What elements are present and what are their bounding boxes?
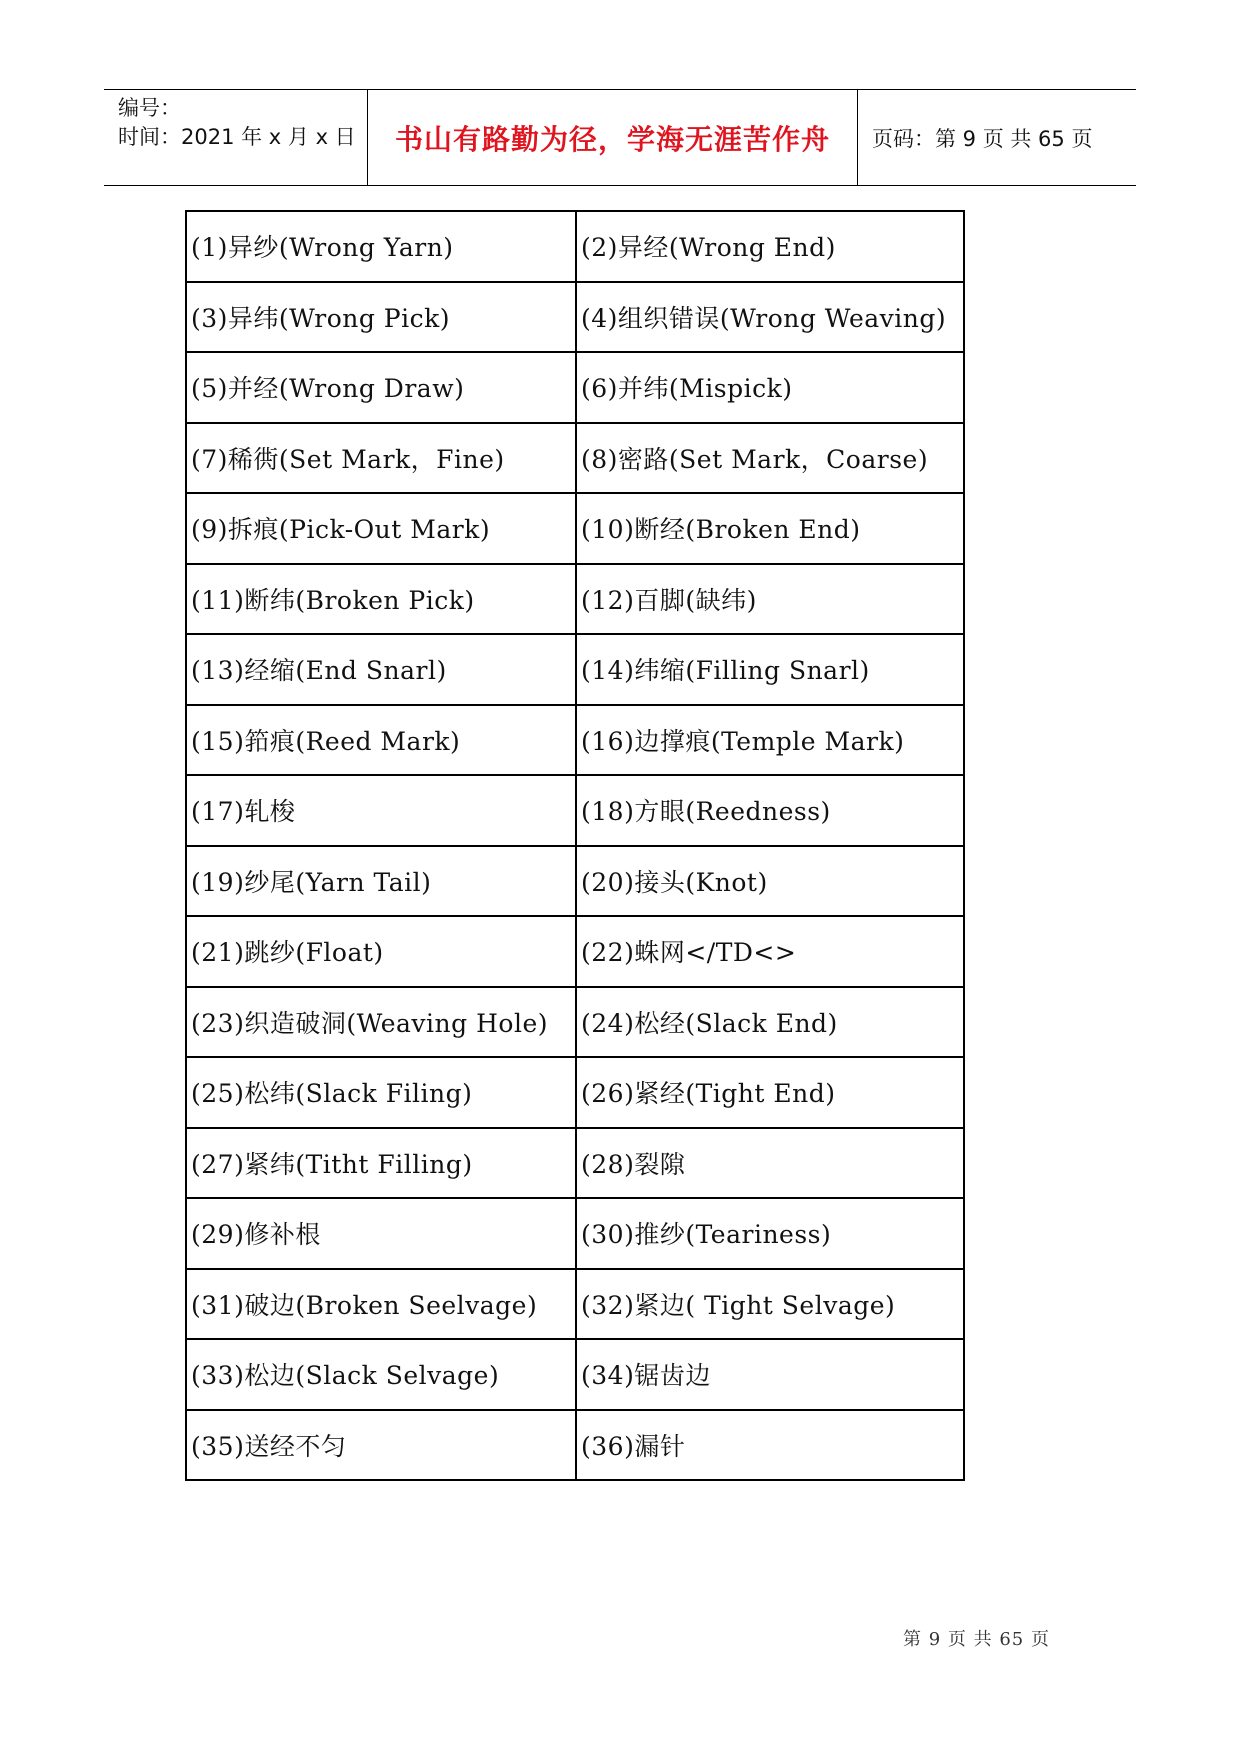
table-row: [186, 705, 964, 776]
term-cell: (16)边撑痕(Temple Mark): [576, 705, 964, 776]
term-cell: (6)并纬(Mispick): [576, 352, 964, 423]
header-motto: 书山有路勤为径，学海无涯苦作舟: [394, 122, 830, 156]
term-cell: (14)纬缩(Filling Snarl): [576, 634, 964, 705]
term-cell: (21)跳纱(Float): [186, 916, 576, 987]
term-cell: (20)接头(Knot): [576, 846, 964, 917]
term-cell: (15)筘痕(Reed Mark): [186, 705, 576, 776]
defect-terms-table: [185, 210, 965, 1481]
table-row: [186, 423, 964, 494]
term-cell: (4)组织错误(Wrong Weaving): [576, 282, 964, 353]
header-page-cell: [858, 90, 1136, 185]
table-row: [186, 564, 964, 635]
table-row: [186, 493, 964, 564]
term-cell: (18)方眼(Reedness): [576, 775, 964, 846]
term-cell: (25)松纬(Slack Filing): [186, 1057, 576, 1128]
term-cell: (1)异纱(Wrong Yarn): [186, 211, 576, 282]
table-row: [186, 1269, 964, 1340]
term-cell: (3)异纬(Wrong Pick): [186, 282, 576, 353]
table-row: [186, 1128, 964, 1199]
table-row: [186, 1410, 964, 1481]
term-cell: (9)拆痕(Pick-Out Mark): [186, 493, 576, 564]
page-header: [104, 89, 1136, 186]
header-motto-cell: [368, 90, 858, 185]
table-row: [186, 282, 964, 353]
term-cell: (5)并经(Wrong Draw): [186, 352, 576, 423]
table-row: [186, 987, 964, 1058]
term-cell: (35)送经不匀: [186, 1410, 576, 1481]
term-cell: (31)破边(Broken Seelvage): [186, 1269, 576, 1340]
table-row: [186, 846, 964, 917]
term-cell: (30)推纱(Teariness): [576, 1198, 964, 1269]
term-cell: (23)织造破洞(Weaving Hole): [186, 987, 576, 1058]
table-row: [186, 1198, 964, 1269]
term-cell: (28)裂隙: [576, 1128, 964, 1199]
term-cell: (10)断经(Broken End): [576, 493, 964, 564]
term-cell: (34)锯齿边: [576, 1339, 964, 1410]
document-number-label: 编号：: [118, 96, 181, 120]
term-cell: (33)松边(Slack Selvage): [186, 1339, 576, 1410]
term-cell: (29)修补根: [186, 1198, 576, 1269]
table-row: [186, 634, 964, 705]
header-meta: [104, 90, 368, 185]
term-cell: (2)异经(Wrong End): [576, 211, 964, 282]
term-cell: (32)紧边( Tight Selvage): [576, 1269, 964, 1340]
table-row: [186, 916, 964, 987]
term-cell: (27)紧纬(Titht Filling): [186, 1128, 576, 1199]
term-cell: (12)百脚(缺纬): [576, 564, 964, 635]
table-row: [186, 1057, 964, 1128]
table-row: [186, 775, 964, 846]
term-cell: (36)漏针: [576, 1410, 964, 1481]
term-cell: (8)密路(Set Mark，Coarse): [576, 423, 964, 494]
term-cell: (19)纱尾(Yarn Tail): [186, 846, 576, 917]
document-time-label: 时间：2021 年 x 月 x 日: [118, 125, 356, 149]
table-row: [186, 1339, 964, 1410]
term-cell: (24)松经(Slack End): [576, 987, 964, 1058]
term-cell: (7)稀衖(Set Mark，Fine): [186, 423, 576, 494]
table-row: [186, 211, 964, 282]
term-cell: (22)蛛网</TD<>: [576, 916, 964, 987]
term-cell: (26)紧经(Tight End): [576, 1057, 964, 1128]
page-footer: 第 9 页 共 65 页: [903, 1629, 1050, 1650]
term-cell: (13)经缩(End Snarl): [186, 634, 576, 705]
table-row: [186, 352, 964, 423]
term-cell: (11)断纬(Broken Pick): [186, 564, 576, 635]
header-page-code: 页码：第 9 页 共 65 页: [872, 126, 1093, 151]
term-cell: (17)轧梭: [186, 775, 576, 846]
